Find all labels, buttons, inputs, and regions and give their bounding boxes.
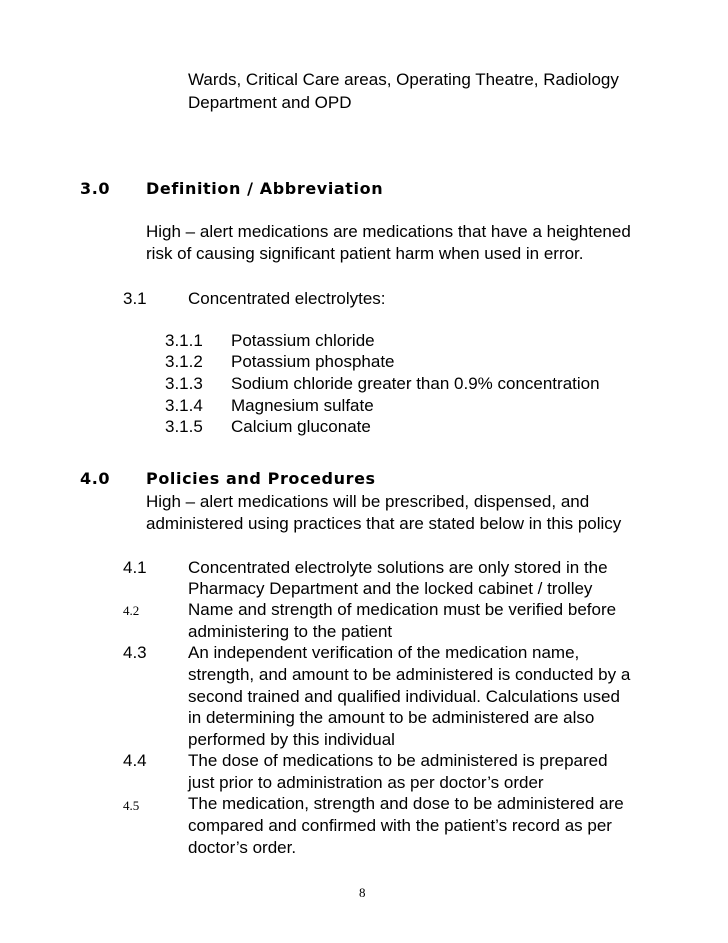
item-4-3-line: second trained and qualified individual. Calculations used [188,687,620,706]
section-4-number: 4.0 [80,469,111,488]
section-4-title: Policies and Procedures [146,469,376,488]
item-4-1-line: Concentrated electrolyte solutions are only stored in the [188,558,608,577]
item-4-3-line: in determining the amount to be administered are also [188,708,595,727]
section-3-number: 3.0 [80,179,111,198]
section-3-paragraph-line-2: risk of causing significant patient harm when used in error. [146,244,584,263]
item-4-3-line: strength, and amount to be administered is conducted by a [188,665,631,684]
item-4-1-line: Pharmacy Department and the locked cabinet / trolley [188,579,593,598]
list-item-number: 3.1.5 [165,417,203,436]
item-4-1-number: 4.1 [123,558,147,577]
list-item-text: Potassium phosphate [231,352,395,371]
page-number: 8 [359,885,366,900]
item-4-5-line: compared and confirmed with the patient’s record as per [188,816,612,835]
subsection-3-1-number: 3.1 [123,289,147,308]
item-4-5-line: doctor’s order. [188,838,297,857]
item-4-3-number: 4.3 [123,643,147,662]
item-4-4-line: just prior to administration as per doctor’s order [188,773,544,792]
item-4-2-number: 4.2 [123,603,140,618]
item-4-4-line: The dose of medications to be administered is prepared [188,751,608,770]
list-item-number: 3.1.2 [165,352,203,371]
section-3-paragraph-line-1: High – alert medications are medications that have a heightened [146,222,631,241]
list-item-text: Magnesium sulfate [231,396,374,415]
intro-line-2: Department and OPD [188,93,352,112]
item-4-3-line: An independent verification of the medication name, [188,643,580,662]
list-item-number: 3.1.3 [165,374,203,393]
list-item-number: 3.1.4 [165,396,203,415]
item-4-2-line: administering to the patient [188,622,393,641]
intro-line-1: Wards, Critical Care areas, Operating Theatre, Radiology [188,70,619,89]
item-4-4-number: 4.4 [123,751,147,770]
section-4-paragraph-line-2: administered using practices that are stated below in this policy [146,514,622,533]
item-4-2-line: Name and strength of medication must be verified before [188,600,617,619]
list-item-text: Calcium gluconate [231,417,371,436]
list-item-text: Potassium chloride [231,331,375,350]
item-4-3-line: performed by this individual [188,730,395,749]
list-item-number: 3.1.1 [165,331,203,350]
list-item-text: Sodium chloride greater than 0.9% concentration [231,374,600,393]
section-3-title: Definition / Abbreviation [146,179,384,198]
section-4-paragraph-line-1: High – alert medications will be prescribed, dispensed, and [146,492,590,511]
subsection-3-1-label: Concentrated electrolytes: [188,289,386,308]
item-4-5-number: 4.5 [123,798,140,813]
item-4-5-line: The medication, strength and dose to be administered are [188,794,624,813]
